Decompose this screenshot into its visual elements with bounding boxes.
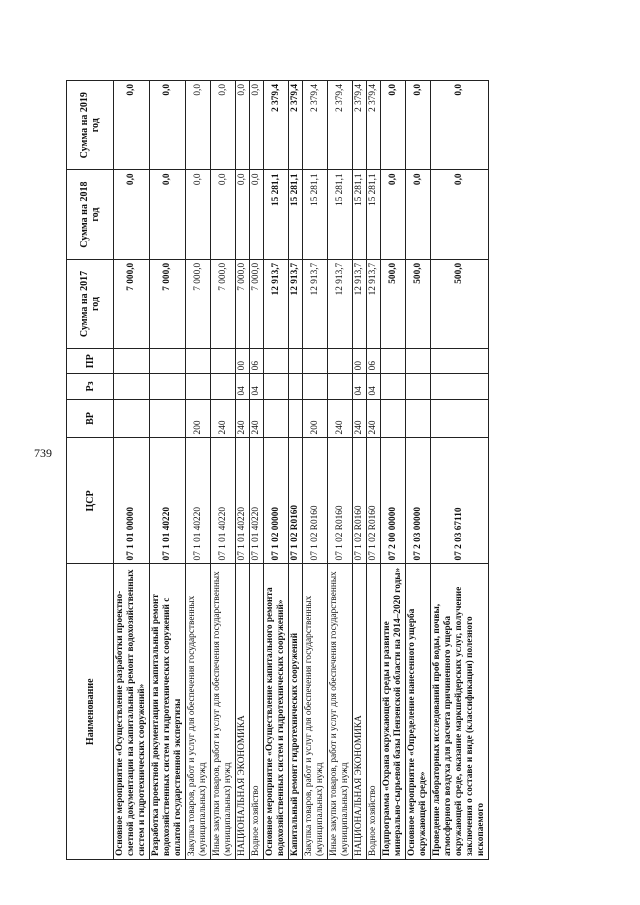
cell-sum-2018: 15 281,1 <box>328 170 353 259</box>
rotated-page-content <box>66 80 576 860</box>
cell-sum-2019: 0,0 <box>406 81 431 170</box>
cell-pr <box>431 349 489 374</box>
cell-sum-2019: 0,0 <box>211 81 236 170</box>
cell-vr <box>289 399 303 438</box>
cell-sum-2018: 15 281,1 <box>289 170 303 259</box>
cell-rz <box>381 374 406 399</box>
cell-rz <box>114 374 150 399</box>
table-row <box>150 81 186 860</box>
cell-sum-2017: 12 913,7 <box>303 259 328 348</box>
cell-vr <box>406 399 431 438</box>
cell-rz <box>303 374 328 399</box>
cell-pr <box>114 349 150 374</box>
cell-sum-2017: 500,0 <box>406 259 431 348</box>
cell-csr: 07 1 01 40220 <box>250 438 264 564</box>
cell-vr: 240 <box>236 399 250 438</box>
table-row <box>289 81 303 860</box>
cell-name: Водное хозяйство <box>367 564 381 860</box>
cell-name: Закупка товаров, работ и услуг для обеспечения государственных (муниципальных) нужд <box>186 564 211 860</box>
header-sum-2018: Сумма на 2018 год <box>67 170 114 259</box>
cell-sum-2018: 15 281,1 <box>264 170 289 259</box>
cell-pr <box>289 349 303 374</box>
cell-sum-2018: 0,0 <box>114 170 150 259</box>
cell-sum-2017: 12 913,7 <box>264 259 289 348</box>
cell-sum-2019: 0,0 <box>150 81 186 170</box>
cell-vr: 240 <box>328 399 353 438</box>
cell-sum-2019: 2 379,4 <box>289 81 303 170</box>
cell-vr <box>114 399 150 438</box>
cell-name: Иные закупки товаров, работ и услуг для обеспечения государственных (муниципальных) нужд <box>328 564 353 860</box>
cell-vr: 200 <box>303 399 328 438</box>
cell-sum-2019: 0,0 <box>250 81 264 170</box>
cell-pr: 00 <box>353 349 367 374</box>
cell-sum-2019: 0,0 <box>381 81 406 170</box>
header-csr: ЦСР <box>67 438 114 564</box>
cell-pr: 06 <box>367 349 381 374</box>
cell-csr: 07 1 02 R0160 <box>328 438 353 564</box>
cell-rz <box>431 374 489 399</box>
cell-sum-2019: 2 379,4 <box>353 81 367 170</box>
cell-csr: 07 2 00 00000 <box>381 438 406 564</box>
cell-sum-2019: 2 379,4 <box>367 81 381 170</box>
header-sum-2017: Сумма на 2017 год <box>67 259 114 348</box>
cell-pr <box>381 349 406 374</box>
cell-sum-2017: 500,0 <box>381 259 406 348</box>
cell-rz <box>289 374 303 399</box>
cell-sum-2018: 0,0 <box>431 170 489 259</box>
cell-name: Капитальный ремонт гидротехнических сооружений <box>289 564 303 860</box>
cell-rz <box>406 374 431 399</box>
cell-sum-2017: 7 000,0 <box>186 259 211 348</box>
cell-vr: 240 <box>211 399 236 438</box>
cell-vr: 240 <box>367 399 381 438</box>
table-row <box>250 81 264 860</box>
cell-csr: 07 1 02 R0160 <box>367 438 381 564</box>
cell-rz: 04 <box>367 374 381 399</box>
cell-csr: 07 1 02 R0160 <box>289 438 303 564</box>
header-name: Наименование <box>67 564 114 860</box>
cell-sum-2018: 15 281,1 <box>367 170 381 259</box>
cell-name: Основное мероприятие «Определение нанесенного ущерба окружающей среде» <box>406 564 431 860</box>
cell-pr <box>328 349 353 374</box>
cell-sum-2019: 0,0 <box>431 81 489 170</box>
cell-csr: 07 1 01 40220 <box>236 438 250 564</box>
cell-sum-2019: 2 379,4 <box>328 81 353 170</box>
table-row <box>367 81 381 860</box>
cell-rz: 04 <box>353 374 367 399</box>
table-body <box>114 81 489 860</box>
cell-csr: 07 1 02 R0160 <box>353 438 367 564</box>
cell-vr <box>150 399 186 438</box>
cell-name: Закупка товаров, работ и услуг для обеспечения государственных (муниципальных) нужд <box>303 564 328 860</box>
cell-csr: 07 2 03 00000 <box>406 438 431 564</box>
cell-sum-2018: 0,0 <box>406 170 431 259</box>
cell-sum-2018: 15 281,1 <box>303 170 328 259</box>
cell-csr: 07 1 02 R0160 <box>303 438 328 564</box>
cell-csr: 07 1 01 40220 <box>186 438 211 564</box>
table-row <box>303 81 328 860</box>
cell-sum-2017: 12 913,7 <box>289 259 303 348</box>
header-rz: Рз <box>67 374 114 399</box>
cell-pr <box>211 349 236 374</box>
cell-pr <box>264 349 289 374</box>
table-row <box>381 81 406 860</box>
cell-sum-2018: 0,0 <box>186 170 211 259</box>
cell-vr: 240 <box>250 399 264 438</box>
table-row <box>114 81 150 860</box>
table-header-row <box>67 81 114 860</box>
cell-csr: 07 1 01 40220 <box>211 438 236 564</box>
cell-pr <box>303 349 328 374</box>
cell-name: Иные закупки товаров, работ и услуг для обеспечения государственных (муниципальных) нужд <box>211 564 236 860</box>
cell-name: Водное хозяйство <box>250 564 264 860</box>
cell-rz: 04 <box>250 374 264 399</box>
cell-sum-2018: 0,0 <box>236 170 250 259</box>
header-sum-2019: Сумма на 2019 год <box>67 81 114 170</box>
cell-sum-2017: 500,0 <box>431 259 489 348</box>
cell-rz <box>186 374 211 399</box>
cell-name: Разработка проектной документации на капитальный ремонт водохозяйственных систем и гидротехнических сооружений с оплатой государственной экспертизы <box>150 564 186 860</box>
cell-sum-2017: 7 000,0 <box>114 259 150 348</box>
cell-sum-2017: 7 000,0 <box>211 259 236 348</box>
cell-name: Основное мероприятие «Осуществление разработки проектно-сметной документации на капитальный ремонт водохозяйственных систем и гидротехнических сооружений» <box>114 564 150 860</box>
cell-sum-2017: 7 000,0 <box>250 259 264 348</box>
cell-sum-2017: 12 913,7 <box>328 259 353 348</box>
cell-sum-2019: 2 379,4 <box>264 81 289 170</box>
page-number: 739 <box>34 446 52 460</box>
cell-rz <box>328 374 353 399</box>
cell-vr: 200 <box>186 399 211 438</box>
cell-sum-2017: 7 000,0 <box>150 259 186 348</box>
header-vr: ВР <box>67 399 114 438</box>
table-row <box>406 81 431 860</box>
cell-rz <box>264 374 289 399</box>
cell-name: НАЦИОНАЛЬНАЯ ЭКОНОМИКА <box>353 564 367 860</box>
cell-sum-2019: 0,0 <box>186 81 211 170</box>
cell-sum-2018: 0,0 <box>381 170 406 259</box>
cell-vr <box>431 399 489 438</box>
table-row <box>211 81 236 860</box>
header-pr: ПР <box>67 349 114 374</box>
cell-csr: 07 1 01 00000 <box>114 438 150 564</box>
cell-sum-2018: 0,0 <box>211 170 236 259</box>
cell-rz <box>211 374 236 399</box>
cell-sum-2019: 0,0 <box>114 81 150 170</box>
table-row <box>236 81 250 860</box>
table-row <box>431 81 489 860</box>
table-row <box>353 81 367 860</box>
cell-vr <box>264 399 289 438</box>
table-row <box>328 81 353 860</box>
cell-sum-2018: 0,0 <box>250 170 264 259</box>
cell-sum-2019: 2 379,4 <box>303 81 328 170</box>
table-row <box>264 81 289 860</box>
cell-rz <box>150 374 186 399</box>
budget-table <box>66 80 489 860</box>
cell-vr <box>381 399 406 438</box>
table-row <box>186 81 211 860</box>
cell-rz: 04 <box>236 374 250 399</box>
cell-csr: 07 2 03 67110 <box>431 438 489 564</box>
cell-pr <box>150 349 186 374</box>
cell-sum-2018: 0,0 <box>150 170 186 259</box>
cell-vr: 240 <box>353 399 367 438</box>
cell-pr: 00 <box>236 349 250 374</box>
cell-csr: 07 1 02 00000 <box>264 438 289 564</box>
cell-pr: 06 <box>250 349 264 374</box>
cell-pr <box>406 349 431 374</box>
cell-sum-2017: 12 913,7 <box>367 259 381 348</box>
cell-name: НАЦИОНАЛЬНАЯ ЭКОНОМИКА <box>236 564 250 860</box>
cell-pr <box>186 349 211 374</box>
cell-sum-2019: 0,0 <box>236 81 250 170</box>
cell-csr: 07 1 01 40220 <box>150 438 186 564</box>
cell-sum-2018: 15 281,1 <box>353 170 367 259</box>
cell-name: Основное мероприятие «Осуществление капитального ремонта водохозяйственных систем и гидротехнических сооружений» <box>264 564 289 860</box>
cell-name: Проведение лабораторных исследований проб воды, почвы, атмосферного воздуха для расчета причиненного ущерба окружающей среде, оказание маркшейдерских услуг, получение заключения о составе и виде (классификации) полезного ископаемого <box>431 564 489 860</box>
cell-name: Подпрограмма «Охрана окружающей среды и развитие минерально-сырьевой базы Пензенской области на 2014–2020 годы» <box>381 564 406 860</box>
cell-sum-2017: 7 000,0 <box>236 259 250 348</box>
cell-sum-2017: 12 913,7 <box>353 259 367 348</box>
